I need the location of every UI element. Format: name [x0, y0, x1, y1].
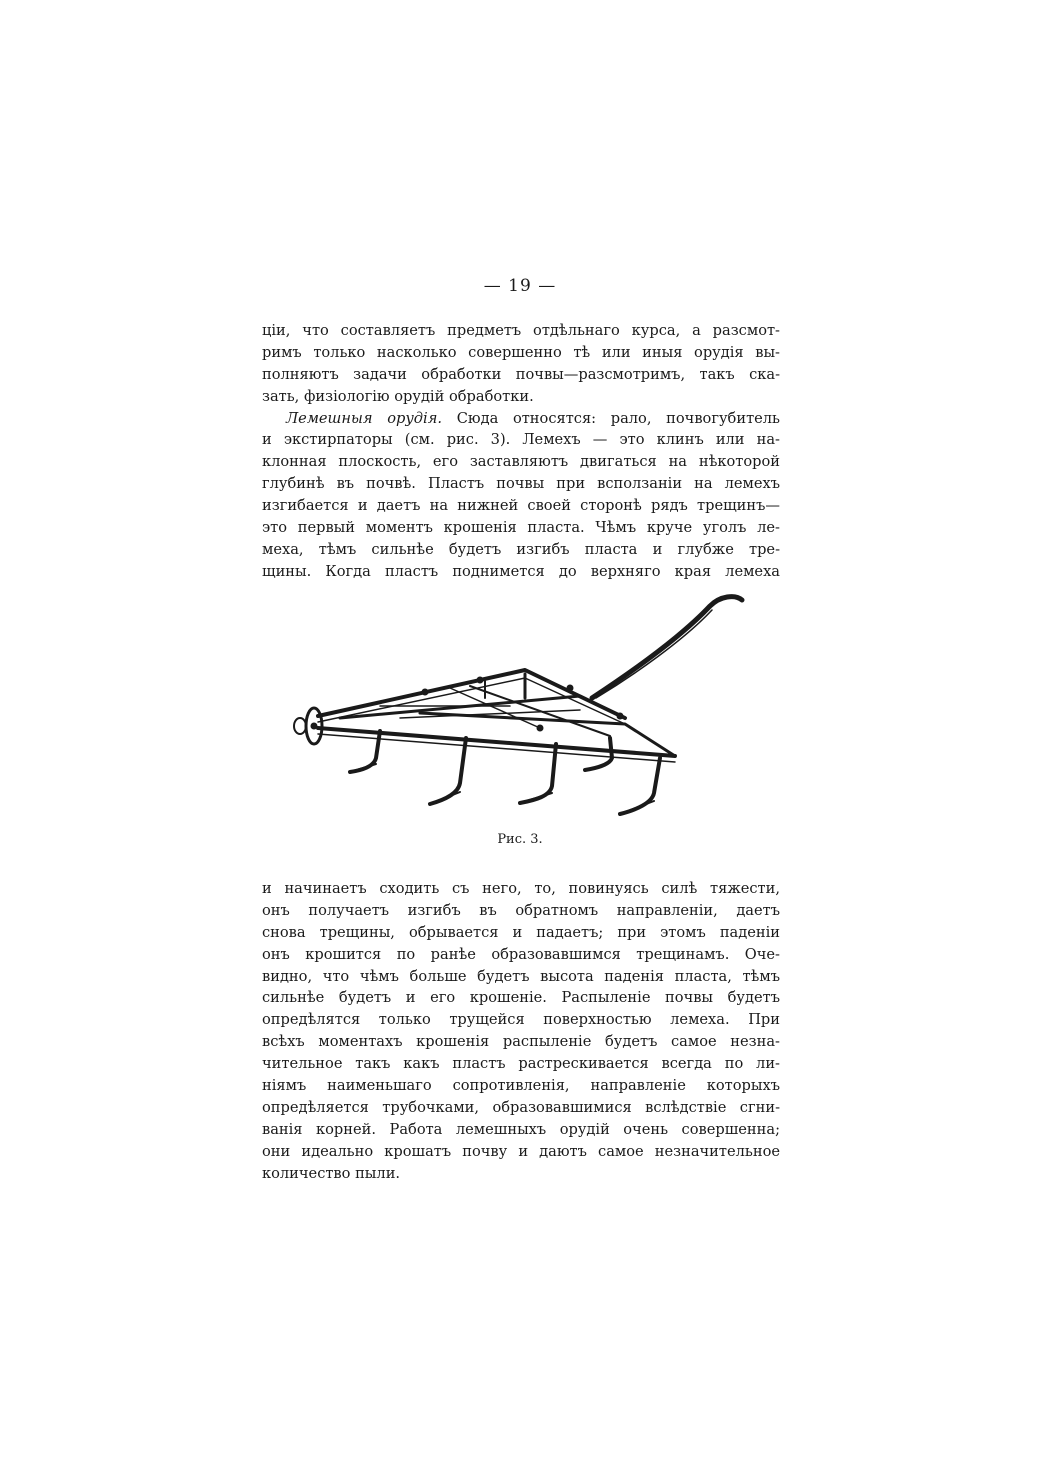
text-line: и экстирпаторы (см. рис. 3). Лемехъ — это клинъ или на- — [262, 431, 780, 449]
text-line: сильнѣе будетъ и его крошеніе. Распыленіе почвы будетъ — [262, 989, 780, 1007]
page-number: — 19 — — [483, 276, 557, 296]
text-line: ніямъ наименьшаго сопротивленія, направленіе которыхъ — [262, 1077, 780, 1095]
text-line: опредѣляется трубочками, образовавшимися вслѣдствіе сгни- — [262, 1098, 780, 1116]
text-line: чительное такъ какъ пластъ растрескивается всегда по ли- — [262, 1055, 780, 1073]
text-line: онъ крошится по ранѣе образовавшимся трещинамъ. Оче- — [262, 945, 780, 963]
text-line: изгибается и даетъ на нижней своей сторонѣ рядъ трещинъ— — [262, 497, 780, 515]
text-line: и начинаетъ сходить съ него, то, повинуясь силѣ тяжести, — [262, 880, 780, 897]
text-fragment: Сюда относятся: рало, почвогубитель — [456, 409, 780, 427]
text-line: ванія корней. Работа лемешныхъ орудій очень совершенна; — [262, 1120, 780, 1138]
section-heading: Лемешныя орудія. — [286, 409, 443, 427]
text-block-bottom — [262, 878, 780, 1184]
text-line: снова трещины, обрывается и падаетъ; при этомъ паденіи — [262, 923, 780, 941]
figure-caption: Рис. 3. — [497, 832, 543, 847]
extirpator-illustration-icon — [280, 588, 780, 823]
text-line: опредѣлятся только трущейся поверхностью лемеха. При — [262, 1011, 780, 1029]
text-line: всѣхъ моментахъ крошенія распыленіе будетъ самое незна- — [262, 1033, 780, 1051]
text-line: полняютъ задачи обработки почвы—разсмотримъ, такъ ска- — [262, 365, 780, 383]
text-line: меха, тѣмъ сильнѣе будетъ изгибъ пласта и глубже тре- — [262, 540, 780, 558]
text-line: онъ получаетъ изгибъ въ обратномъ направленіи, даетъ — [262, 901, 780, 919]
text-line: зать, физіологію орудій обработки. — [262, 387, 534, 405]
text-line: ціи, что составляетъ предметъ отдѣльнаго курса, а разсмот- — [262, 322, 780, 339]
text-line: количество пыли. — [262, 1164, 401, 1182]
text-line: видно, что чѣмъ больше будетъ высота паденія пласта, тѣмъ — [262, 967, 780, 985]
text-line: глубинѣ въ почвѣ. Пластъ почвы при всползаніи на лемехъ — [262, 475, 780, 493]
text-line: римъ только насколько совершенно тѣ или иныя орудія вы- — [262, 343, 780, 361]
text-block-top — [262, 320, 780, 583]
text-line: клонная плоскость, его заставляютъ двигаться на нѣкоторой — [262, 453, 780, 471]
text-line: щины. Когда пластъ поднимется до верхняго края лемеха — [262, 562, 780, 580]
paragraph-first-line — [262, 408, 780, 430]
text-line: они идеально крошатъ почву и даютъ самое незначительное — [262, 1142, 780, 1160]
text-line: это первый моментъ крошенія пласта. Чѣмъ круче уголъ ле- — [262, 519, 780, 537]
